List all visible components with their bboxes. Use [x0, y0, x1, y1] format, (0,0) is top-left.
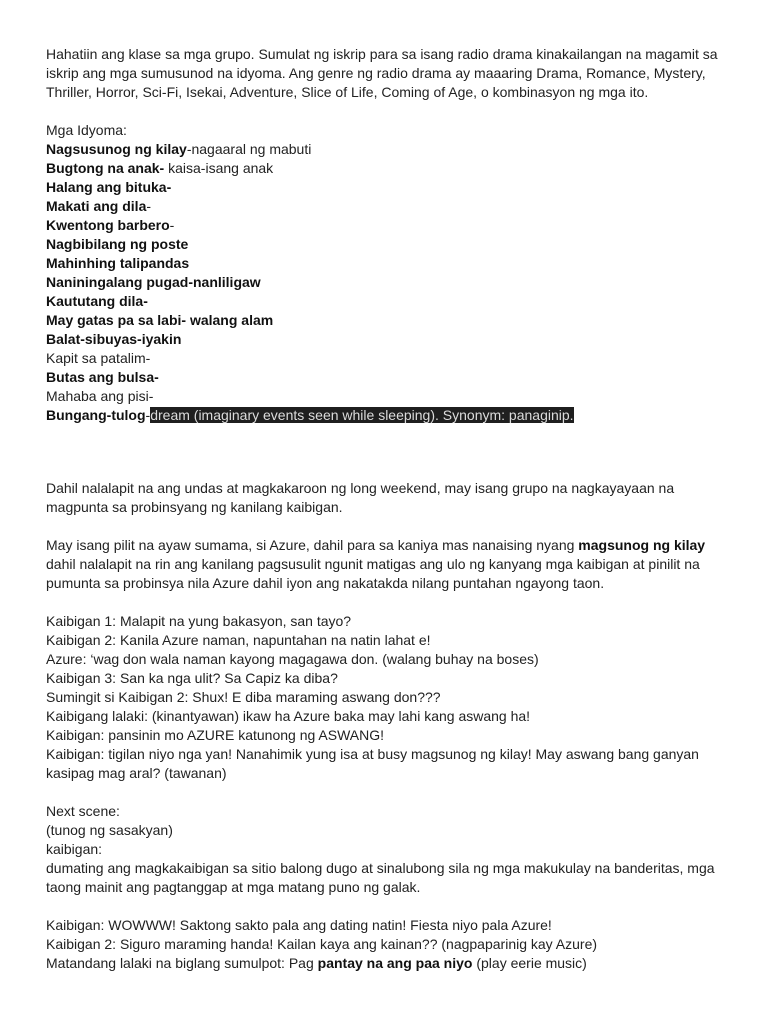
idiom-term: Bungang-tulog	[46, 407, 146, 423]
idiom-meaning: -	[146, 198, 152, 214]
idioms-heading: Mga Idyoma:	[46, 122, 127, 138]
idiom-dash: -	[145, 407, 151, 423]
idiom-line	[46, 216, 736, 235]
dialogue-line: Kaibigan: tigilan niyo nga yan! Nanahimik yung isa at busy magsunog ng kilay! May aswang bang ganyan kasipag mag aral? (tawanan)	[46, 746, 699, 781]
idiom-line	[46, 273, 736, 292]
idiom-line	[46, 292, 736, 311]
intro-paragraph: Hahatiin ang klase sa mga grupo. Sumulat ng iskrip para sa isang radio drama kinakailangan na magamit sa iskrip ang mga sumusunod na idyoma. Ang genre ng radio drama ay maaaring Drama, Romance, Mystery, Thriller, Horror, Sci-Fi, Isekai, Adventure, Slice of Life, Coming of Age, o kombinasyon ng mga ito.	[46, 46, 718, 100]
idiom-line	[46, 330, 736, 349]
idiom-line	[46, 254, 736, 273]
dialogue-block-2	[46, 916, 736, 954]
scene-line: kaibigan:	[46, 841, 103, 857]
idiom-list	[46, 140, 736, 406]
idiom-term: Makati ang dila	[46, 198, 147, 214]
scene-block-2	[46, 802, 736, 897]
idiom-term: May gatas pa sa labi- walang alam	[46, 312, 274, 328]
idiom-term: Mahinhing talipandas	[46, 255, 190, 271]
idiom-term: Nagsusunog ng kilay	[46, 141, 187, 157]
intro-section	[46, 45, 736, 425]
dialogue-line: Kaibigan: pansinin mo AZURE katunong ng ASWANG!	[46, 727, 384, 743]
idiom-line	[46, 349, 736, 368]
dialogue-line: Kaibigan: WOWWW! Saktong sakto pala ang dating natin! Fiesta niyo pala Azure!	[46, 917, 552, 933]
idiom-term: Naniningalang pugad-nanliligaw	[46, 274, 261, 290]
idiom-line	[46, 159, 736, 178]
idiom-term: Kaututang dila-	[46, 293, 148, 309]
idiom-line	[46, 178, 736, 197]
scene-line: (tunog ng sasakyan)	[46, 822, 173, 838]
idiom-meaning: -nagaaral ng mabuti	[186, 141, 312, 157]
para2-text-before: May isang pilit na ayaw sumama, si Azure, dahil para sa kaniya mas nanaising nyang	[46, 537, 579, 553]
idiom-term: Nagbibilang ng poste	[46, 236, 189, 252]
idiom-line-last	[46, 406, 736, 425]
idiom-line	[46, 387, 736, 406]
idiom-term: Bugtong na anak-	[46, 160, 165, 176]
idiom-meaning: Mahaba ang pisi-	[46, 388, 154, 404]
last-line-before: Matandang lalaki na biglang sumulpot: Pag	[46, 955, 318, 971]
dialogue-line: Kaibigan 1: Malapit na yung bakasyon, san tayo?	[46, 613, 352, 629]
scene-line: Next scene:	[46, 803, 120, 819]
idiom-term: Balat-sibuyas-iyakin	[46, 331, 182, 347]
dialogue-line-last	[46, 954, 736, 973]
idiom-term: Kwentong barbero	[46, 217, 170, 233]
dialogue-block-1	[46, 612, 736, 783]
idiom-term: Butas ang bulsa-	[46, 369, 159, 385]
scene-line: dumating ang magkakaibigan sa sitio balong dugo at sinalubong sila ng mga makukulay na banderitas, mga taong mainit ang pagtanggap at mga matang puno ng galak.	[46, 860, 715, 895]
idiom-line	[46, 197, 736, 216]
idiom-meaning: Kapit sa patalim-	[46, 350, 151, 366]
idiom-line	[46, 140, 736, 159]
idiom-line	[46, 311, 736, 330]
dialogue-line: Azure: ‘wag don wala naman kayong magagawa don. (walang buhay na boses)	[46, 651, 539, 667]
idiom-meaning: kaisa-isang anak	[164, 160, 274, 176]
idiom-line	[46, 235, 736, 254]
story-section	[46, 479, 736, 973]
last-line-after: (play eerie music)	[472, 955, 587, 971]
para2-bold-idiom: magsunog ng kilay	[578, 537, 706, 553]
dialogue-line: Kaibigang lalaki: (kinantyawan) ikaw ha Azure baka may lahi kang aswang ha!	[46, 708, 531, 724]
idiom-term: Halang ang bituka-	[46, 179, 172, 195]
dialogue-line: Kaibigan 2: Siguro maraming handa! Kailan kaya ang kainan?? (nagpaparinig kay Azure)	[46, 936, 598, 952]
idiom-line	[46, 368, 736, 387]
dialogue-line: Kaibigan 3: San ka nga ulit? Sa Capiz ka diba?	[46, 670, 338, 686]
dialogue-line: Sumingit si Kaibigan 2: Shux! E diba maraming aswang don???	[46, 689, 441, 705]
dialogue-line: Kaibigan 2: Kanila Azure naman, napuntahan na natin lahat e!	[46, 632, 431, 648]
idiom-meaning: -	[169, 217, 175, 233]
highlighted-definition: dream (imaginary events seen while sleeping). Synonym: panaginip.	[150, 407, 574, 423]
para2-text-after: dahil nalalapit na rin ang kanilang pagsusulit ngunit matigas ang ulo ng kanyang mga kaibigan at pinilit na pumunta sa probinsya nila Azure dahil iyon ang nakatakda nilang puntahan ngayong taon.	[46, 556, 700, 591]
story-paragraph-2	[46, 536, 736, 593]
last-line-bold-idiom: pantay na ang paa niyo	[317, 955, 473, 971]
story-paragraph-1: Dahil nalalapit na ang undas at magkakaroon ng long weekend, may isang grupo na nagkayayaan na magpunta sa probinsyang ng kanilang kaibigan.	[46, 480, 675, 515]
